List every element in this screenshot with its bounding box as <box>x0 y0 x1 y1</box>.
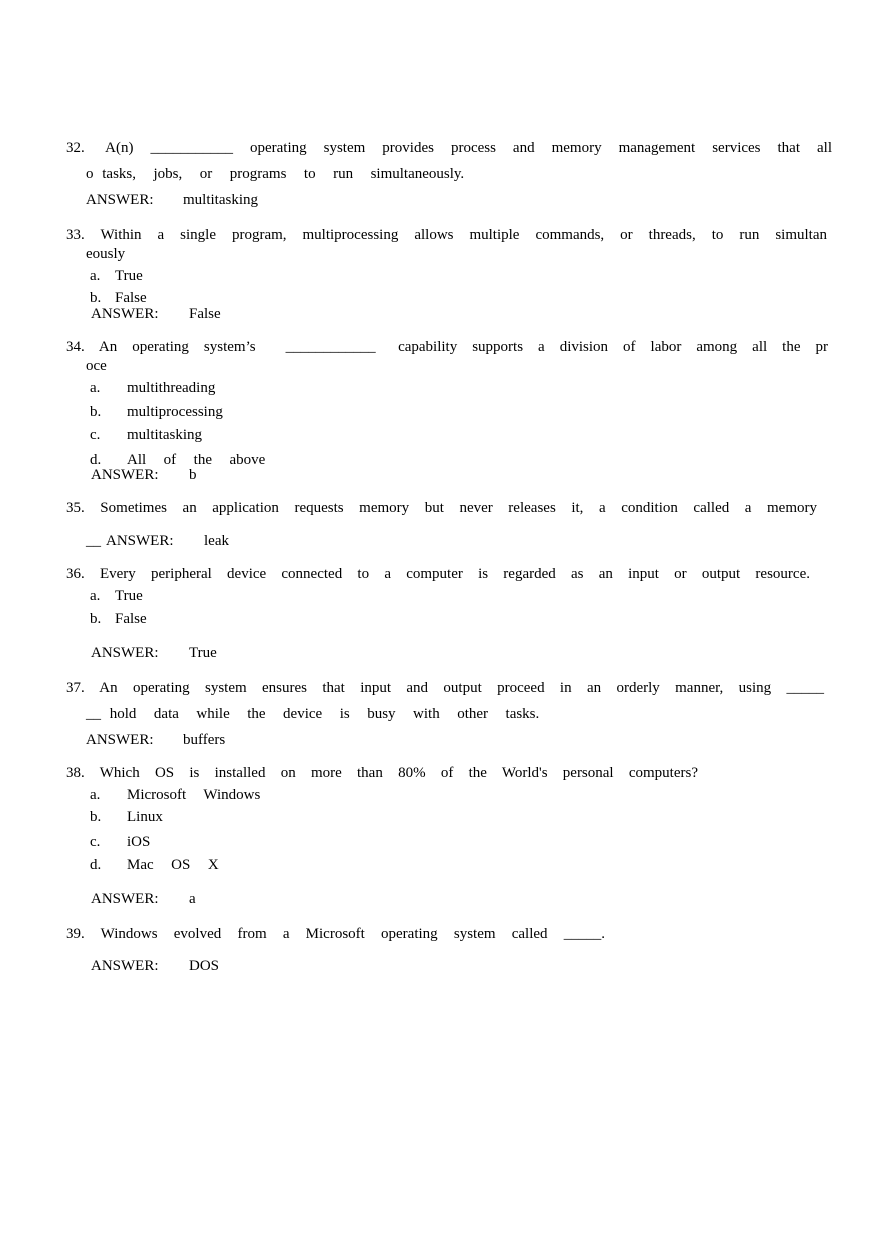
q34-option-b-text: multiprocessing <box>127 404 223 420</box>
q32-answer-value: multitasking <box>183 192 258 208</box>
q35-question-line-1: 35. Sometimes an application requests memory but never releases it, a condition called a memory <box>66 500 817 516</box>
q35-answer-value: leak <box>204 533 229 549</box>
q38-option-a-letter: a. <box>90 787 101 803</box>
q32-question-line-2: o tasks, jobs, or programs to run simultaneously. <box>86 166 465 182</box>
q34-option-c-text: multitasking <box>127 427 202 443</box>
q33-option-b-letter: b. <box>90 290 102 306</box>
q34-answer-label: ANSWER: <box>91 467 159 483</box>
q38-option-a-text: Microsoft Windows <box>127 787 261 803</box>
q34-answer-value: b <box>189 467 197 483</box>
q33-option-b-text: False <box>115 290 147 306</box>
q32-question-line-1: 32. A(n) ___________ operating system provides process and memory management services that all <box>66 140 832 156</box>
q33-question-line-1: 33. Within a single program, multiprocessing allows multiple commands, or threads, to run simultan <box>66 227 827 243</box>
q36-option-b-text: False <box>115 611 147 627</box>
q36-answer-value: True <box>189 645 217 661</box>
q39-answer-value: DOS <box>189 958 220 974</box>
q32-answer-label: ANSWER: <box>86 192 154 208</box>
q36-question-line-1: 36. Every peripheral device connected to a computer is regarded as an input or output resource. <box>66 566 810 582</box>
q34-option-d-text: All of the above <box>127 452 266 468</box>
q34-option-d-letter: d. <box>90 452 102 468</box>
q36-answer-label: ANSWER: <box>91 645 159 661</box>
q37-question-line-2: __ hold data while the device is busy with other tasks. <box>86 706 540 722</box>
q33-answer-value: False <box>189 306 221 322</box>
q33-question-line-2: eously <box>86 246 126 262</box>
q39-question-line-1: 39. Windows evolved from a Microsoft operating system called _____. <box>66 926 605 942</box>
q36-option-b-letter: b. <box>90 611 102 627</box>
q37-question-line-1: 37. An operating system ensures that input and output proceed in an orderly manner, using _____ <box>66 680 824 696</box>
q38-question-line-1: 38. Which OS is installed on more than 80% of the World's personal computers? <box>66 765 698 781</box>
q34-option-b-letter: b. <box>90 404 102 420</box>
q35-answer-label: ANSWER: <box>106 533 174 549</box>
q38-answer-value: a <box>189 891 196 907</box>
q38-option-c-letter: c. <box>90 834 101 850</box>
q38-option-b-text: Linux <box>127 809 163 825</box>
q33-option-a-text: True <box>115 268 143 284</box>
q34-option-c-letter: c. <box>90 427 101 443</box>
q33-option-a-letter: a. <box>90 268 101 284</box>
q38-option-b-letter: b. <box>90 809 102 825</box>
q34-option-a-letter: a. <box>90 380 101 396</box>
q36-option-a-letter: a. <box>90 588 101 604</box>
q37-answer-value: buffers <box>183 732 226 748</box>
q35-blank: __ <box>86 533 101 549</box>
q38-answer-label: ANSWER: <box>91 891 159 907</box>
q34-option-a-text: multithreading <box>127 380 216 396</box>
q34-question-line-1: 34. An operating system’s ____________ capability supports a division of labor among all the pr <box>66 339 828 355</box>
q37-answer-label: ANSWER: <box>86 732 154 748</box>
q39-answer-label: ANSWER: <box>91 958 159 974</box>
q38-option-d-letter: d. <box>90 857 102 873</box>
q36-option-a-text: True <box>115 588 143 604</box>
q38-option-c-text: iOS <box>127 834 151 850</box>
q38-option-d-text: Mac OS X <box>127 857 219 873</box>
q33-answer-label: ANSWER: <box>91 306 159 322</box>
q34-question-line-2: oce <box>86 358 107 374</box>
